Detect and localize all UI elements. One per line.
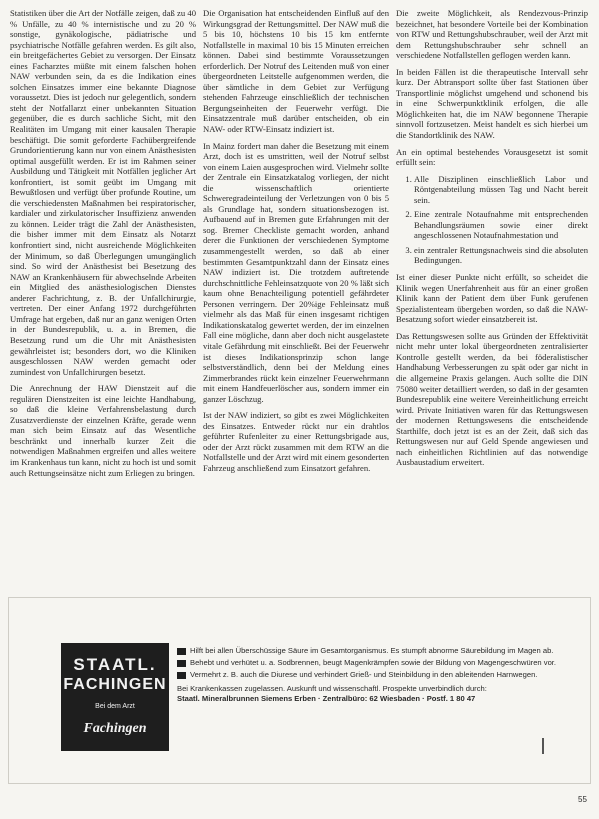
ad-footer xyxy=(177,684,577,704)
ad-item xyxy=(177,670,577,680)
ad-footer-address: Staatl. Mineralbrunnen Siemens Erben · Zentralbüro: 62 Wiesbaden · Postf. 1 80 47 xyxy=(177,693,476,703)
text-column-1 xyxy=(10,8,196,484)
paragraph: In Mainz fordert man daher die Besetzung mit einem Arzt, doch ist es umstritten, weil der Notruf selbst von einem Laien ausgesprochen wird. Vielmehr sollte der Zentrale ein Einsatzkatalog vorliegen, der nicht die wissenschaftlich orientierte Schweregradeinteilung der Verletzungen von 0 bis 5 als Grundlage hat, sondern situationsbezogen ist. Aufbauend auf in Bremen gute Erfahrungen mit der sog. Bremer Checkliste gemacht worden, anhand derer die Funktionen der verschiedenen Symptome zusammengestellt werden, so daß ab einer bestimmten Gesamtpunktzahl dann der Einsatz eines NAW indiziert ist. Die trotzdem auftretende durchschnittliche Fehleinsatzquote von 20 % läßt sich kaum ohne Benachteiligung potentiell gefährdeter Personen verringern. Der 20%ige Fehleinsatz muß vielmehr als das Maß für einen insgesamt richtigen Indikationskatalog gewertet werden, der im einzelnen Fall eine mögliche, dann aber doch nicht ausgelastete vitale Gefährdung mit einschließt. Bei der Feuerwehr ist dieses Indikationsprinzip schon lange selbstverständlich, denn bei der Meldung eines Zimmerbrandes rückt kein einzelner Feuerwehrmann mit einem Handfeuerlöscher aus, sondern immer ein ganzer Löschzug. xyxy=(203,140,389,404)
paragraph: Ist der NAW indiziert, so gibt es zwei Möglichkeiten des Einsatzes. Entweder rückt nur ein drahtlos geführter Rufenleiter zu einer Rettungsbrigade aus, oder der Arzt rückt zusammen mit dem RTW an die Notfallstelle und der Arzt wird mit einem gesonderten Fahrzeug anschließend zum Einsatzort gefahren. xyxy=(203,410,389,473)
paragraph: Die Anrechnung der HAW Dienstzeit auf die regulären Dienstzeiten ist eine leichte Handhabung, so daß die kleine Verfahrensbelastung durch Zusatzverdienste der einzelnen Kräfte, gerade wenn man sich beim Einsatz auf das Wesentliche beschränkt und innerhalb kurzer Zeit die notwendigen Maßnahmen ergreifen und alles weitere im Krankenhaus tun kann, nicht zu hoch ist und somit auch Rettungseinsätze nicht zum Erliegen zu bringen. xyxy=(10,383,196,478)
list-item: 3. ein zentraler Rettungsnachweis sind die absoluten Bedingungen. xyxy=(414,245,588,266)
requirements-list xyxy=(396,174,588,266)
brand-logo xyxy=(61,643,169,751)
paragraph: Ist einer dieser Punkte nicht erfüllt, so scheidet die Klinik wegen Unerfahrenheit aus für an einer großen Klinik kann der Patient dem über Funk gerufenen Spezialistenteam übergeben worden, so daß die NAW-Besatzung sofort wieder einsatzbereit ist. xyxy=(396,272,588,325)
ad-item xyxy=(177,646,577,656)
text-column-2 xyxy=(203,8,389,480)
paragraph: In beiden Fällen ist die therapeutische Intervall sehr kurz. Der Abtransport sollte über fast Stationen über Transportlinie möglichst umgehend und schonend bis in eine Schwerpunktklinik erfolgen, die alle Möglichkeiten hat, die im NAW begonnene Therapie sinnvoll fortzusetzen. Meist handelt es sich hierbei um die Standortklinik des NAW. xyxy=(396,66,588,141)
list-item: 1. Alle Disziplinen einschließlich Labor und Röntgenabteilung müssen Tag und Nacht bereit sein. xyxy=(414,174,588,206)
ad-item-text: Hilft bei allen Überschüssige Säure im Gesamtorganismus. Es stumpft abnorme Säurebildung im Magen ab. xyxy=(190,646,554,655)
logo-script: Fachingen xyxy=(83,721,147,736)
logo-text-brand: FACHINGEN xyxy=(63,676,167,693)
margin-mark xyxy=(542,738,544,754)
ad-item xyxy=(177,658,577,668)
paragraph: Die zweite Möglichkeit, als Rendezvous-Prinzip bezeichnet, hat besondere Vorteile bei der Kombination von RTW und Rettungshubschrauber, weil der Arzt mit dem Rettungshubschrauber sehr schnell an verschiedene Notfallstellen geflogen werden kann. xyxy=(396,8,588,61)
square-bullet-icon xyxy=(177,660,186,667)
paragraph: Das Rettungswesen sollte aus Gründen der Effektivität nicht mehr unter lokal übergeordneten zentralisierter Kontrolle gestellt werden, da bei föderalistischer Handhabung Verbesserungen zu spät oder gar nicht in die allgemeine Praxis gelangen. Auch sollte die DIN 75080 weiter detailliert werden, so daß in der gesamten Bundesrepublik eine weitere Vereinheitlichung erreicht wird. Private Initiativen waren für das Rettungswesen der modernen Rettungswesens die entscheidende Starthilfe, doch jetzt ist es an der Zeit, daß sich das Rettungswesen nur auf Geld Spende angewiesen und nach einheitlichen Richtlinien auf das notwendige Ausbaustadium erweitert. xyxy=(396,330,588,468)
ad-footer-note: Bei Krankenkassen zugelassen. Auskunft und wissenschaftl. Prospekte unverbindlich durch: xyxy=(177,683,487,693)
logo-tagline: Bei dem Arzt xyxy=(95,703,135,710)
paragraph: Die Organisation hat entscheidenden Einfluß auf den Wirkungsgrad der Rettungsmittel. Der NAW muß die 5 bis 10, höchstens 10 bis 15 km entfernte Notfallstelle in maximal 10 bis 15 Minuten erreichen können. Dabei sind bestimmte Voraussetzungen erforderlich. Der Notruf des Leitenden muß von einer übergeordneten Leitstelle aufgenommen werden, die über sämtliche in dem Gebiet zur Verfügung stehenden Fahrzeuge einschließlich der technischen Bergungseinheiten der Feuerwehr verfügt. Die Einsatzzentrale muß darüber entscheiden, ob ein NAW- oder RTW-Einsatz indiziert ist. xyxy=(203,8,389,135)
ad-copy xyxy=(177,646,577,704)
logo-text-top: STAATL. xyxy=(73,655,157,674)
square-bullet-icon xyxy=(177,648,186,655)
paragraph: Statistiken über die Art der Notfälle zeigen, daß zu 40 % Unfälle, zu 40 % internistische und zu 20 % sonstige, gynäkologische, pädiatrische und psychiatrische Notfälle gefahren werden. Es gilt also, ein breitgefächertes Gebiet zu versorgen. Der Einsatz eines Facharztes müßte mit einem falschen hohen NAW verbunden sein, da es die Indikation eines solchen Einsatzes immer eine bekannte Diagnose voraussetzt. Dies ist jedoch nur gelegentlich, sondern steht der Notfallarzt einer unbekannten Situation gegenüber, die es durch sachliche Sicht, mit den Realitäten im Umgang mit einer kausalen Therapie beschäftigt. Die somit geforderte Fachübergreifende Grundorientierung kann nur von einem Anästhesisten optimal ausgefüllt werden. Er ist im Rahmen seiner Ausbildung und Tätigkeit mit Notfällen jeglicher Art konfrontiert, ist somit geübt im Umgang mit Bewußtlosen und verfügt über profunde Routine, um die verschiedensten Maßnahmen bei respiratorischer, kardialer und zirkulatorischer Insuffizienz anwenden zu können. Leider trägt die Zahl der Anästhesisten, die bisher immer mit dem Einsatz als Notarzt konfrontiert sind, nicht ausreichende Möglichkeiten der Minimum, so daß Überlegungen umungänglich sind. So wird der Anästhesist bei Besetzung des NAW an Krankenhäusern für abwechselnde Arbeiten ein Mitglied des anästhesiologischen Dienstes anderer Fachrichtung, z. B. der Unfallchirurgie, vertreten. Der einer Anfang 1972 durchgeführten Umfrage hat ergeben, daß nur an ganz wenigen Orten in der Bundesrepublik, u. a. in Bremen, die Besetzung rund um die Uhr mit Anästhesisten gewährleistet ist; besonders dort, wo die Kliniken ausgeschlossen NAW werden gemacht oder zumindest von Unfallchirurgen besetzt. xyxy=(10,8,196,377)
ad-item-text: Vermehrt z. B. auch die Diurese und verhindert Grieß- und Steinbildung in den ableitenden Harnwegen. xyxy=(190,670,538,680)
advertisement xyxy=(8,597,591,784)
square-bullet-icon xyxy=(177,672,186,679)
text-column-3 xyxy=(396,8,588,474)
ad-item-text: Behebt und verhütet u. a. Sodbrennen, beugt Magenkrämpfen sowie der Bildung von Magengeschwüren vor. xyxy=(190,658,557,668)
page-number: 55 xyxy=(578,795,587,804)
list-item: 2. Eine zentrale Notaufnahme mit entsprechenden Behandlungsräumen sowie einer direkt angeschlossenen Notaufnahmestation und xyxy=(414,209,588,241)
paragraph: An ein optimal bestehendes Vorausgesetzt ist somit erfüllt sein: xyxy=(396,146,588,168)
